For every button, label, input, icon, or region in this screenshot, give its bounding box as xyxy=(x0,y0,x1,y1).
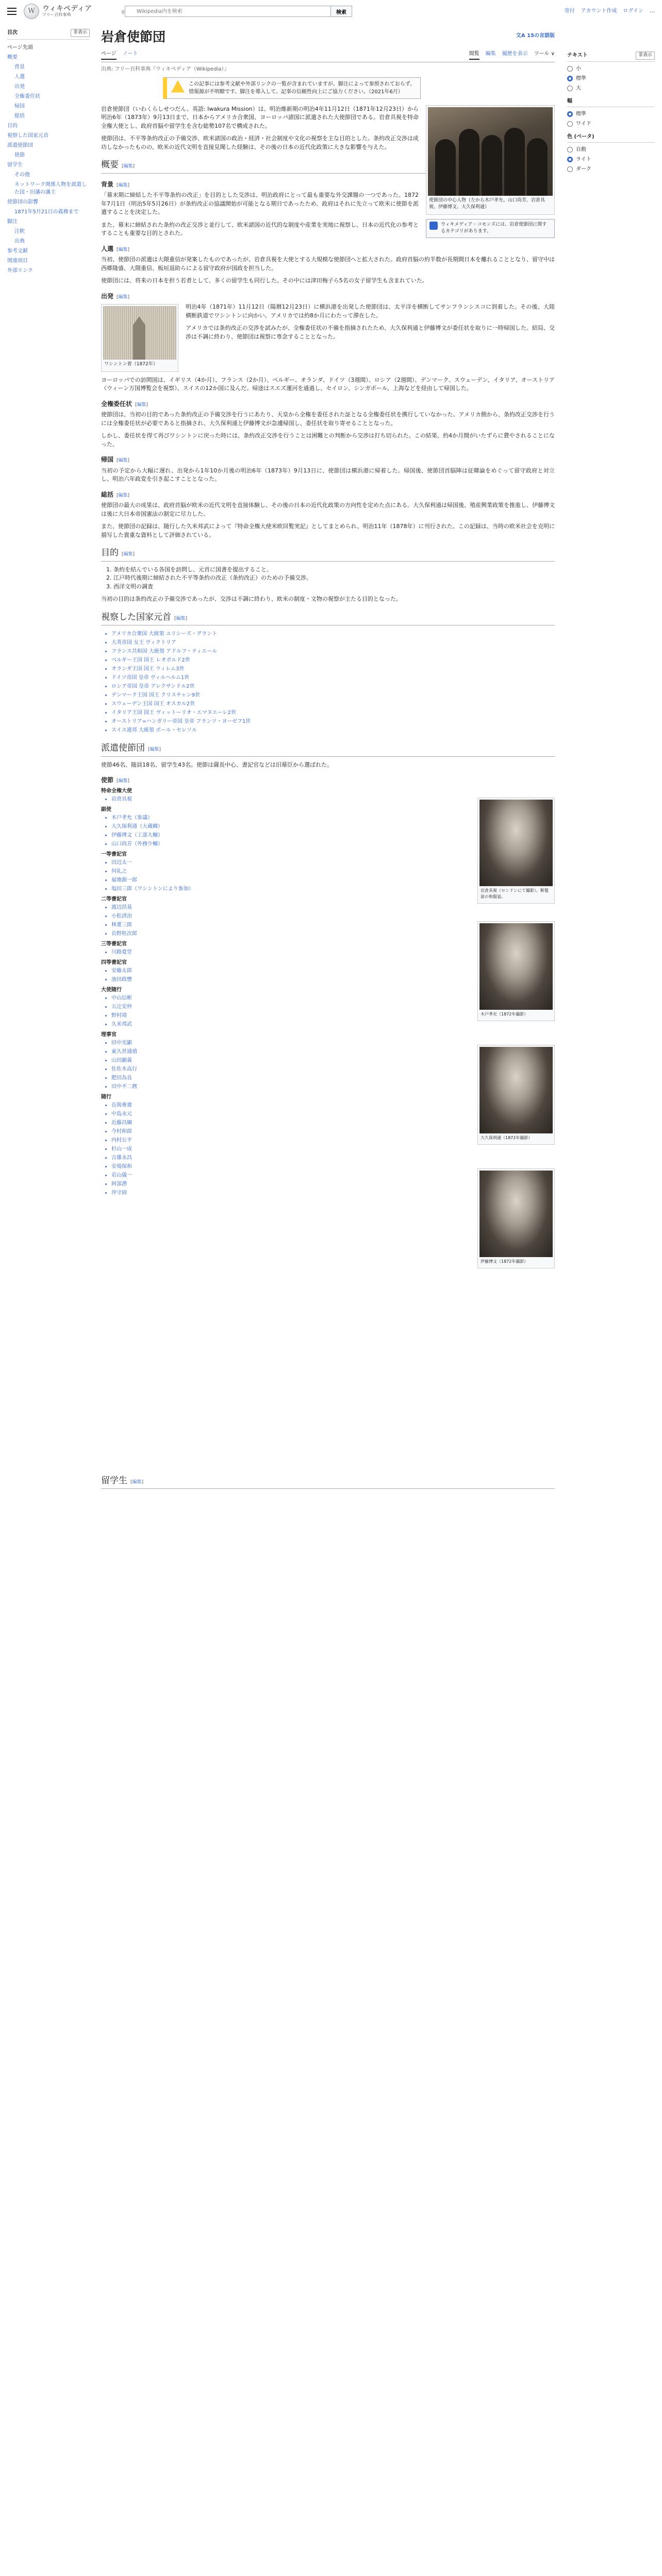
list-item[interactable]: • 杉山一成 xyxy=(111,1145,555,1154)
radio-button[interactable] xyxy=(567,121,573,127)
radio-label: ダーク xyxy=(576,166,591,172)
list-item[interactable]: • 渡辺洪基 xyxy=(111,903,555,912)
list-item[interactable]: • 大久保利通（大蔵卿） xyxy=(111,822,555,831)
tab-edit[interactable]: 編集 xyxy=(485,50,496,57)
envoy-block xyxy=(101,787,555,1467)
portrait-okubo[interactable] xyxy=(477,1045,555,1145)
list-item[interactable]: • 長野桂次郎 xyxy=(111,929,555,938)
list-item[interactable]: • 林董三郎 xyxy=(111,921,555,929)
main-content xyxy=(101,29,555,1493)
toc-item[interactable]: ネットワーク関係人物を派遣した国・旧藩の藩主 xyxy=(14,181,87,195)
heading-return: 帰国 [編集] xyxy=(101,456,130,463)
toc-item[interactable]: 使節団の影響 xyxy=(7,199,38,205)
list-item[interactable]: • 田辺太一 xyxy=(111,858,555,867)
toc-item[interactable]: 派遣使節団 xyxy=(7,142,33,148)
toc-item[interactable]: 出典 xyxy=(14,238,25,244)
language-button[interactable]: 文A 15の言語版 xyxy=(516,33,555,39)
radio-label: ワイド xyxy=(576,121,591,127)
envoy-role: 特命全権大使 xyxy=(101,788,132,794)
credentials-paragraph-2: しかし、委任状を得て再びワシントンに戻った時には、条約改正交渉を行うことは困難との判断から交渉は打ち切られた。この結果、約4か月間がいたずらに費やされることになった。 xyxy=(101,432,555,448)
list-item[interactable]: • 何礼之 xyxy=(111,867,555,876)
list-item[interactable]: • 山田顕義 xyxy=(111,1056,555,1065)
edit-link[interactable]: 編集 xyxy=(118,778,128,784)
radio-button[interactable] xyxy=(567,111,573,117)
list-item[interactable]: • 安藤太郎 xyxy=(111,967,555,975)
radio-option[interactable] xyxy=(567,109,655,119)
toc-item[interactable]: 使節 xyxy=(14,152,25,158)
appearance-panel xyxy=(567,47,655,174)
toc-hide-button[interactable]: 非表示 xyxy=(71,29,90,37)
radio-option[interactable] xyxy=(567,164,655,174)
summary-paragraph-2: また、使節団の記録は、随行した久米邦武によって『特命全権大使米欧回覧実記』としてまとめられ、明治11年（1878年）に刊行された。この記録は、当時の欧米社会を克明に描写した貴重な資料として評価されている。 xyxy=(101,523,555,538)
list-item[interactable]: • 久米邦武 xyxy=(111,1020,555,1029)
portrait-caption: 岩倉具視（ロンドンにて撮影）。断髪前の和服姿。 xyxy=(481,888,549,899)
logo-title: ウィキペディア xyxy=(42,4,92,13)
toc-item[interactable]: 1871年5月21日の義務まで xyxy=(14,209,79,215)
list-item[interactable]: • オーストリア=ハンガリー帝国 皇帝 フランツ・ヨーゼフ1世 xyxy=(111,717,555,726)
envoy-role: 一等書記官 xyxy=(101,851,127,857)
edit-link[interactable]: 編集 xyxy=(118,247,128,252)
envoy-role: 随行 xyxy=(101,1094,111,1100)
list-item[interactable]: • 池田政懋 xyxy=(111,975,555,984)
search-form xyxy=(121,6,352,17)
heading-departure: 出発 [編集] xyxy=(101,292,130,300)
list-item[interactable]: • 阿部潜 xyxy=(111,1180,555,1189)
list-item[interactable]: • 田中光顕 xyxy=(111,1039,555,1047)
toc-item[interactable]: 目的 xyxy=(7,123,18,129)
edit-link[interactable]: 編集 xyxy=(123,164,133,169)
heading-overview: 概要 [編集] xyxy=(101,159,555,174)
warning-icon xyxy=(171,80,185,93)
mission-paragraph: 使節46名、随員18名、留学生43名。使節は薩長中心、書記官などは旧幕臣から選ばれた。 xyxy=(101,761,333,768)
portrait-image[interactable] xyxy=(479,800,553,886)
list-item[interactable]: • 肥田為良 xyxy=(111,1074,555,1082)
list-item[interactable]: • 東久世通禧 xyxy=(111,1047,555,1056)
heading-students: 留学生 [編集] xyxy=(101,1475,555,1489)
background-paragraph-2: また、幕末に締結された条約の改正交渉と並行して、欧米諸国の近代的な制度や産業を実地に視察し、日本の近代化の参考とすることも重要な目的とされた。 xyxy=(101,221,419,236)
list-item[interactable]: • 福地源一郎 xyxy=(111,876,555,885)
create-account-link[interactable]: アカウント作成 xyxy=(581,8,617,14)
tab-history[interactable]: 履歴を表示 xyxy=(502,50,528,57)
list-item[interactable]: • 五辻安仲 xyxy=(111,1003,555,1011)
list-item[interactable]: • 山口尚芳（外務少輔） xyxy=(111,840,555,849)
tab-read[interactable]: 閲覧 xyxy=(469,50,479,60)
portrait-image[interactable] xyxy=(479,923,553,1010)
toc-item[interactable]: 視察した国家元首 xyxy=(7,132,48,139)
radio-label: 標準 xyxy=(576,111,586,117)
portrait-caption: 伊藤博文（1872年撮影） xyxy=(481,1259,528,1264)
heading-summary: 総括 [編集] xyxy=(101,490,130,498)
tab-tools[interactable]: ツール ∨ xyxy=(534,50,555,57)
user-nav xyxy=(565,7,655,15)
search-button[interactable]: 検索 xyxy=(331,6,352,17)
portrait-iwakura[interactable] xyxy=(477,798,555,904)
purpose-list xyxy=(113,566,555,591)
list-item[interactable]: • 今村和郎 xyxy=(111,1127,555,1136)
list-item[interactable]: • スウェーデン王国 国王 オスカル2世 xyxy=(111,700,555,708)
more-menu-icon[interactable]: … xyxy=(650,8,655,14)
envoy-role: 副使 xyxy=(101,806,111,812)
radio-button[interactable] xyxy=(567,76,573,81)
portrait-kido[interactable] xyxy=(477,921,555,1021)
heads-list xyxy=(111,630,555,735)
toc-item[interactable]: 注釈 xyxy=(14,228,25,234)
page-source-line: 出典: フリー百科事典『ウィキペディア（Wikipedia）』 xyxy=(101,66,229,72)
toc-item[interactable]: その他 xyxy=(14,172,30,178)
text-size-title: テキスト xyxy=(567,53,588,58)
radio-option[interactable] xyxy=(567,83,655,93)
portrait-image[interactable] xyxy=(479,1047,553,1133)
notice-text: この記事には参考文献や外部リンクの一覧が含まれていますが、脚注によって参照されておらず、情報源が不明瞭です。脚注を導入して、記事の信頼性向上にご協力ください。（2021年6月） xyxy=(189,81,415,95)
radio-button[interactable] xyxy=(567,157,573,162)
credentials-paragraph-1: 使節団は、当初の目的であった条約改正の予備交渉を行うにあたり、天皇から全権を委任された証となる全権委任状を携行していなかった。アメリカ側から、条約改正交渉を行うには全権委任状が必要であると指摘され、大久保利通と伊藤博文が急遽帰国し、委任状を取り寄せることとなった。 xyxy=(101,411,555,427)
return-paragraph: 当初の予定から大幅に遅れ、出発から1年10か月後の明治6年（1873年）9月13日に、使節団は横浜港に帰着した。帰国後、使節団首脳陣は征韓論をめぐって留守政府と対立し、明治六年政変を引き起こすこととなった。 xyxy=(101,467,555,482)
menu-icon[interactable] xyxy=(7,8,16,15)
selection-paragraph-2: 使節団には、将来の日本を担う若者として、多くの留学生も同行した。その中には津田梅子ら5名の女子留学生も含まれていた。 xyxy=(101,277,428,284)
toc-item[interactable]: 出発 xyxy=(14,83,25,90)
background-paragraph-1: 「幕末期に締結した不平等条約の改正」を目的とした交渉は、明治政府にとって最も重要な外交課題の一つであった。1872年7月1日（明治5年5月26日）が条約改正の協議開始が可能となる期日であったため、政府はそれに先立って欧米に使節を派遣することを決定した。 xyxy=(101,192,419,215)
toc-item[interactable]: 人選 xyxy=(14,74,25,80)
list-item[interactable]: • 中島永元 xyxy=(111,1110,555,1118)
radio-button[interactable] xyxy=(567,147,573,152)
edit-link[interactable]: 編集 xyxy=(123,552,133,557)
list-item[interactable]: • 岩倉具視 xyxy=(111,795,555,804)
toc-item[interactable]: 関連項目 xyxy=(7,258,28,264)
toc-item[interactable]: 概要 xyxy=(7,54,18,60)
list-item[interactable]: • 木戸孝允（参議） xyxy=(111,814,555,822)
envoy-role: 大使随行 xyxy=(101,987,122,993)
departure-image[interactable] xyxy=(101,304,178,372)
list-item[interactable]: • 塩田三郎（ワシントンにより参加） xyxy=(111,885,555,893)
infobox-caption: 使節団の中心人物（左から木戸孝允、山口尚芳、岩倉具視、伊藤博文、大久保利通） xyxy=(429,197,545,210)
toc-item[interactable]: 外部リンク xyxy=(7,267,33,274)
list-item[interactable]: • 中山信彬 xyxy=(111,994,555,1003)
list-item: 1. 条約を結んでいる各国を訪問し、元首に国書を提出すること。 xyxy=(113,566,555,574)
edit-link[interactable]: 編集 xyxy=(118,294,128,300)
donate-link[interactable]: 寄付 xyxy=(564,8,575,14)
radio-option[interactable] xyxy=(567,119,655,129)
list-item[interactable]: • アメリカ合衆国 大統領 ユリシーズ・グラント xyxy=(111,630,555,638)
lead-paragraph-1: 岩倉使節団（いわくらしせつだん、英語: Iwakura Mission）は、明治維新期の明治4年11月12日（1871年12月23日）から明治6年（1873年）9月13日まで、日本からアメリカ合衆国、ヨーロッパ諸国に派遣された大使節団である。岩倉具視を特命全権大使とし、政府首脳や留学生を含む総勢107名で構成された。 xyxy=(101,105,419,129)
commons-box xyxy=(426,219,555,238)
toc-item[interactable]: ページ先頭 xyxy=(7,44,33,50)
panel-hide-button[interactable]: 非表示 xyxy=(636,52,655,60)
infobox-image[interactable] xyxy=(426,105,555,215)
toc-item[interactable]: 総括 xyxy=(14,113,25,119)
envoy-role: 二等書記官 xyxy=(101,896,127,902)
list-item[interactable]: • 田中不二麿 xyxy=(111,1082,555,1091)
commons-text: ウィキメディア・コモンズには、岩倉使節団に関するカテゴリがあります。 xyxy=(441,222,547,234)
edit-link[interactable]: 編集 xyxy=(118,458,128,463)
heading-mission: 派遣使節団 [編集] xyxy=(101,742,555,757)
list-item: 3. 西洋文明の調査 xyxy=(113,583,555,591)
departure-paragraph-1: 明治4年（1871年）11月12日（陽暦12月23日）に横浜港を出発した使節団は、太平洋を横断してサンフランシスコに到着した。その後、大陸横断鉄道でワシントンに向かい、アメリカでは約8か月にわたって滞在した。 xyxy=(186,303,555,319)
toc-item[interactable]: 帰国 xyxy=(14,103,25,109)
edit-link[interactable]: 編集 xyxy=(118,493,128,498)
envoy-role: 理事官 xyxy=(101,1031,117,1038)
lead-paragraph-2: 使節団は、不平等条約改正の予備交渉、欧米諸国の政治・経済・社会制度や文化の視察を主な目的とした。条約改正交渉は成功しなかったものの、欧米の近代文明を直接見聞した経験は、その後の日本の近代化政策に大きな影響を与えた。 xyxy=(101,135,419,150)
heading-credentials: 全権委任状 [編集] xyxy=(101,400,148,408)
list-item[interactable]: • 佐佐木高行 xyxy=(111,1065,555,1074)
toc-item[interactable]: 留学生 xyxy=(7,162,23,168)
radio-label: ライト xyxy=(576,156,591,162)
radio-option[interactable] xyxy=(567,145,655,155)
page-title: 岩倉使節団 xyxy=(101,29,166,44)
radio-button[interactable] xyxy=(567,86,573,91)
list-item[interactable]: • 大英帝国 女王 ヴィクトリア xyxy=(111,638,555,647)
list-item[interactable]: • 伊藤博文（工部大輔） xyxy=(111,831,555,840)
list-item: 2. 江戸時代後期に締結された不平等条約の改正（条約改正）のための予備交渉。 xyxy=(113,574,555,583)
list-item[interactable]: • 吉雄永昌 xyxy=(111,1154,555,1162)
toc-list xyxy=(7,43,90,276)
radio-option[interactable] xyxy=(567,64,655,74)
list-item[interactable]: • 川路寛堂 xyxy=(111,948,555,957)
list-item[interactable]: • 野村靖 xyxy=(111,1011,555,1020)
selection-paragraph-1: 当初、使節団の派遣は大隈重信が発案したものであったが、岩倉具視を大使とする大規模な使節団へと拡大された。政府首脳の約半数が長期間日本を離れることとなり、留守中は西郷隆盛、大隈重信、板垣退助らによる留守政府が国政を担当した。 xyxy=(101,256,555,272)
departure-paragraph-2: アメリカでは条約改正の交渉を試みたが、全権委任状の不備を指摘されたため、大久保利通と伊藤博文が委任状を取りに一時帰国した。結局、交渉は不調に終わり、使節団は視察に専念することとなった。 xyxy=(186,325,555,340)
tab-talk[interactable]: ノート xyxy=(122,50,138,57)
portrait-caption: 木戸孝允（1872年撮影） xyxy=(481,1011,528,1016)
heading-purpose: 目的 [編集] xyxy=(101,547,555,562)
list-item[interactable]: • ロシア帝国 皇帝 アレクサンドル2世 xyxy=(111,682,555,691)
radio-option[interactable] xyxy=(567,155,655,164)
radio-button[interactable] xyxy=(567,166,573,172)
heading-background: 背景 [編集] xyxy=(101,180,130,188)
toc-item[interactable]: 参考文献 xyxy=(7,248,28,254)
edit-link[interactable]: 編集 xyxy=(132,1479,142,1485)
list-item[interactable]: • イタリア王国 国王 ヴィットーリオ・エマヌエーレ2世 xyxy=(111,708,555,717)
logo-subtitle: フリー百科事典 xyxy=(42,12,71,18)
edit-link[interactable]: 編集 xyxy=(118,182,128,188)
search-icon: ⚲ xyxy=(121,10,125,15)
envoy-role: 三等書記官 xyxy=(101,941,127,947)
group-photo[interactable] xyxy=(428,107,553,196)
edit-link[interactable]: 編集 xyxy=(150,747,159,752)
list-item[interactable]: • 小松済治 xyxy=(111,912,555,921)
toc-item[interactable]: 背景 xyxy=(14,64,25,70)
heading-selection: 人選 [編集] xyxy=(101,245,130,252)
edit-link[interactable]: 編集 xyxy=(137,402,146,408)
heading-envoys: 使節 [編集] xyxy=(101,776,130,784)
site-header xyxy=(0,0,662,23)
notice-box xyxy=(163,77,421,99)
tab-page[interactable]: ページ xyxy=(101,50,117,60)
list-item[interactable]: • フランス共和国 大統領 アドルフ・ティエール xyxy=(111,647,555,656)
envoy-role: 四等書記官 xyxy=(101,959,127,965)
toc-sidebar xyxy=(7,29,90,276)
departure-caption: ワシントン着（1872年） xyxy=(104,362,158,367)
site-logo[interactable] xyxy=(24,4,106,19)
list-item[interactable]: • デンマーク王国 国王 クリスチャン9世 xyxy=(111,691,555,700)
wikipedia-globe-icon: W xyxy=(24,4,39,19)
list-item[interactable]: • ドイツ帝国 皇帝 ヴィルヘルム1世 xyxy=(111,673,555,682)
radio-option[interactable] xyxy=(567,74,655,83)
login-link[interactable]: ログイン xyxy=(623,8,643,14)
page-tabs xyxy=(101,50,555,62)
radio-label: 標準 xyxy=(576,75,586,81)
list-item[interactable]: • 沖守固 xyxy=(111,1189,555,1197)
radio-button[interactable] xyxy=(567,66,573,72)
width-title: 幅 xyxy=(567,98,572,104)
list-item[interactable]: • スイス連邦 大統領 ポール・セレソル xyxy=(111,726,555,735)
toc-title: 目次 xyxy=(7,30,18,36)
commons-icon xyxy=(429,222,438,230)
heading-heads: 視察した国家元首 [編集] xyxy=(101,611,555,626)
portrait-ito[interactable] xyxy=(477,1168,555,1268)
search-input[interactable] xyxy=(125,6,331,17)
washington-engraving[interactable] xyxy=(103,306,176,360)
list-item[interactable]: • 安場保和 xyxy=(111,1162,555,1171)
toc-item[interactable]: 全権委任状 xyxy=(14,93,40,99)
list-item[interactable]: • 若山儀一 xyxy=(111,1171,555,1180)
purpose-paragraph: 当初の目的は条約改正の予備交渉であったが、交渉は不調に終わり、欧米の制度・文物の視察が主たる目的となった。 xyxy=(101,596,402,602)
portrait-image[interactable] xyxy=(479,1171,553,1257)
portrait-caption: 大久保利通（1872年撮影） xyxy=(481,1135,533,1140)
color-title: 色 (ベータ) xyxy=(567,133,594,140)
radio-label: 小 xyxy=(576,65,581,72)
list-item[interactable]: • 内村公平 xyxy=(111,1136,555,1145)
radio-label: 大 xyxy=(576,85,581,91)
summary-paragraph-1: 使節団の最大の成果は、政府首脳が欧米の近代文明を直接体験し、その後の日本の近代化政策の方向性を定めた点にある。大久保利通は帰国後、殖産興業政策を推進し、伊藤博文は後に大日本帝国憲法の制定に尽力した。 xyxy=(101,502,555,517)
list-item[interactable]: • オランダ王国 国王 ウィレム3世 xyxy=(111,665,555,673)
list-item[interactable]: • 長與專齋 xyxy=(111,1101,555,1110)
radio-label: 自動 xyxy=(576,146,586,152)
europe-paragraph: ヨーロッパでの訪問国は、イギリス（4か月）、フランス（2か月）、ベルギー、オランダ、ドイツ（3週間）、ロシア（2週間）、デンマーク、スウェーデン、イタリア、オーストリア（ウィーン万国博覧会を視察）、スイスの12か国に及んだ。帰途はスエズ運河を通過し、セイロン、シンガポール、上海などを経由して帰国した。 xyxy=(101,376,555,392)
toc-item[interactable]: 脚注 xyxy=(7,218,18,225)
list-item[interactable]: • ベルギー王国 国王 レオポルド2世 xyxy=(111,656,555,665)
edit-link[interactable]: 編集 xyxy=(176,616,186,621)
list-item[interactable]: • 近藤昌綱 xyxy=(111,1118,555,1127)
